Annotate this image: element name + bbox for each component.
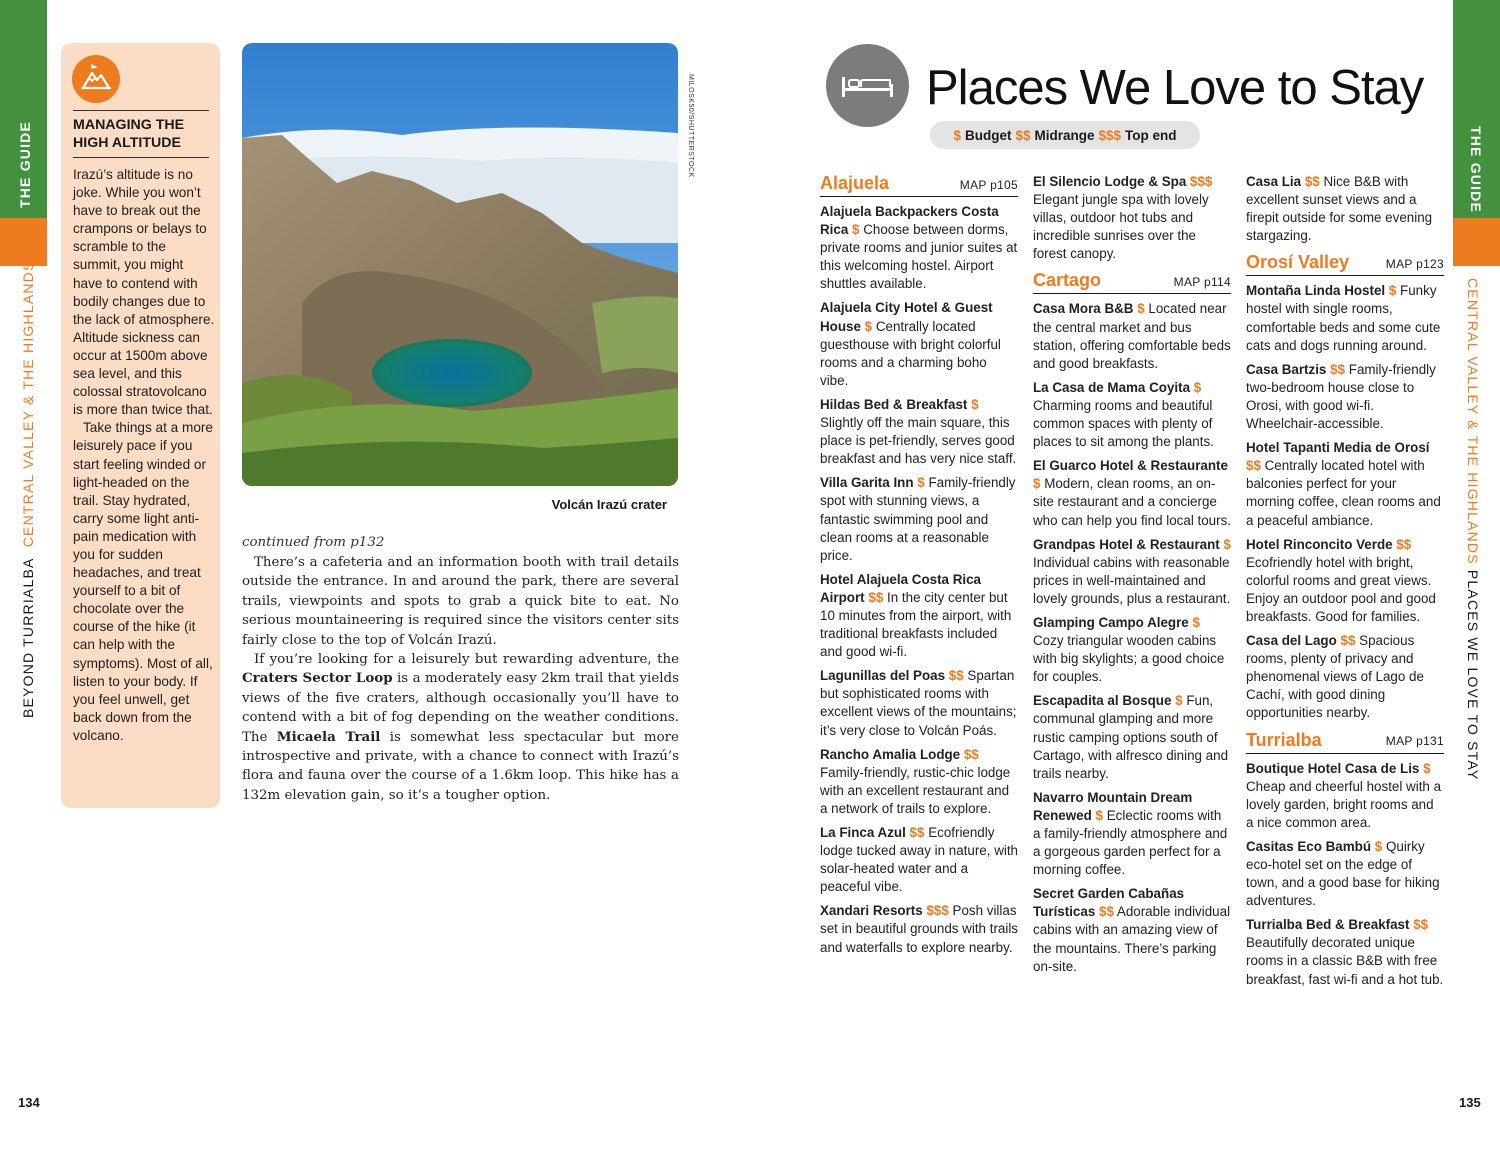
listing-desc: Individual cabins with reasonable prices in well-maintained and lovely grounds, plus a restaurant. bbox=[1033, 554, 1231, 606]
listing-desc: Ecofriendly lodge tucked away in nature, with solar-heated water and a peaceful vibe. bbox=[820, 825, 1019, 895]
legend-label-topend: Top end bbox=[1125, 127, 1177, 143]
listing-price: $ bbox=[852, 222, 860, 238]
listing-desc: Centrally located hotel with balconies perfect for your morning coffee, clean rooms and a peaceful ambiance. bbox=[1246, 458, 1441, 528]
listing-name: Casa Lia bbox=[1246, 174, 1302, 189]
listing-entry bbox=[1246, 536, 1444, 626]
listing-entry bbox=[1246, 361, 1444, 433]
listing-name: La Casa de Mama Coyita bbox=[1033, 379, 1191, 395]
photo-credit: MILOSK50/SHUTTERSTOCK bbox=[687, 74, 694, 178]
listing-group bbox=[1033, 300, 1231, 975]
listing-price: $ bbox=[1388, 283, 1397, 299]
listing-group bbox=[1246, 173, 1444, 245]
listing-name: Hotel Alajuela Costa Rica Airport bbox=[820, 571, 981, 605]
listing-group bbox=[820, 203, 1018, 957]
listing-desc: Eclectic rooms with a family-friendly atmosphere and a gorgeous garden perfect for a morning coffee. bbox=[1033, 807, 1228, 878]
listing-entry bbox=[820, 746, 1018, 818]
legend-sym-budget: $ bbox=[953, 127, 961, 143]
region-name: Orosí Valley bbox=[1246, 252, 1350, 273]
listing-name: Xandari Resorts bbox=[820, 903, 923, 919]
listing-name: El Guarco Hotel & Restaurante bbox=[1033, 458, 1228, 474]
listing-column-1 bbox=[820, 172, 1018, 963]
listing-entry bbox=[1033, 300, 1231, 372]
listing-price: $ bbox=[1223, 536, 1231, 552]
listing-desc: Spacious rooms, plenty of privacy and phenomenal views of Lago de Cachí, with good dining opportunities nearby. bbox=[1246, 633, 1424, 721]
listing-desc: In the city center but 10 minutes from the airport, with traditional breakfasts included and good wi-fi. bbox=[820, 589, 1012, 660]
listing-desc: Charming rooms and beautiful common spaces with plenty of places to sit among the plants. bbox=[1033, 397, 1214, 450]
crater-photo bbox=[242, 43, 678, 486]
article-text: is a moderately easy 2km trail that yields views of the five craters, although occasionally you’ll have to contend with a bit of fog depending on the weather conditions. The bbox=[242, 671, 679, 745]
listing-entry bbox=[820, 824, 1018, 896]
region-map-ref: MAP p123 bbox=[1385, 257, 1444, 272]
listing-name: Glamping Campo Alegre bbox=[1033, 614, 1189, 630]
listing-price: $$ bbox=[1099, 904, 1114, 920]
left-breadcrumb bbox=[20, 260, 36, 718]
photo-caption: Volcán Irazú crater bbox=[551, 497, 667, 512]
listing-desc: Posh villas set in beautiful grounds with trails and waterfalls to explore nearby. bbox=[820, 903, 1018, 955]
listing-desc: Elegant jungle spa with lovely villas, outdoor hot tubs and incredible sunrises over the forest canopy. bbox=[1033, 192, 1209, 262]
article-text: If you’re looking for a leisurely but rewarding adventure, the bbox=[254, 652, 679, 668]
region-map-ref: MAP p114 bbox=[1173, 275, 1231, 290]
price-legend bbox=[930, 121, 1200, 149]
listing-name: Casa Mora B&B bbox=[1033, 301, 1134, 317]
listing-price: $ bbox=[864, 318, 873, 334]
listing-price: $$ bbox=[1246, 458, 1261, 474]
listing-entry bbox=[1033, 173, 1231, 263]
listing-price: $$ bbox=[963, 746, 979, 762]
listing-entry bbox=[1246, 282, 1444, 354]
listing-entry bbox=[1033, 789, 1231, 879]
listing-column-2 bbox=[1033, 173, 1231, 982]
listing-name: Villa Garita Inn bbox=[820, 475, 914, 491]
sidebar-heading: MANAGING THE HIGH ALTITUDE bbox=[73, 117, 185, 151]
region-header-cartago bbox=[1033, 269, 1231, 294]
listing-entry bbox=[1033, 379, 1231, 451]
listing-price: $$ bbox=[909, 825, 925, 840]
region-header-orosi bbox=[1246, 251, 1444, 276]
listing-desc: Family-friendly two-bedroom house close to Orosi, with good wi-fi. Wheelchair-accessible. bbox=[1246, 361, 1436, 432]
listing-entry bbox=[1246, 439, 1444, 529]
listing-price: $ bbox=[1033, 476, 1041, 492]
listing-entry bbox=[1033, 614, 1231, 686]
listing-price: $$$ bbox=[1190, 174, 1213, 189]
listing-name: El Silencio Lodge & Spa bbox=[1033, 174, 1187, 189]
listing-desc: Quirky eco-hotel set on the edge of town, and a good base for hiking adventures. bbox=[1246, 838, 1440, 909]
listing-entry bbox=[820, 902, 1018, 956]
right-tab-label: THE GUIDE bbox=[1468, 126, 1484, 214]
listing-price: $$ bbox=[1330, 361, 1346, 377]
right-breadcrumb bbox=[1465, 278, 1481, 780]
listing-entry bbox=[820, 474, 1018, 564]
listing-price: $ bbox=[1137, 301, 1145, 317]
article-para-1: There’s a cafeteria and an information booth with trail details outside the entrance. In and around the park, there are several trails, viewpoints and spots to grab a quick bite to eat. No serious mountaineering is required since the visitors center sits fairly close to the top of Volcán Irazú. bbox=[242, 555, 679, 648]
listing-name: Hotel Rinconcito Verde bbox=[1246, 536, 1393, 552]
listing-price: $$ bbox=[1304, 174, 1320, 189]
listing-group bbox=[1033, 173, 1231, 263]
listing-desc: Cozy triangular wooden cabins with big skylights; a good choice for couples. bbox=[1033, 633, 1225, 685]
region-name: Turrialba bbox=[1246, 729, 1322, 750]
listing-entry bbox=[1246, 760, 1444, 832]
listing-entry bbox=[820, 571, 1018, 661]
left-tab-orange bbox=[0, 218, 47, 266]
article-para-2 bbox=[242, 650, 679, 805]
sidebar-rule-top bbox=[73, 110, 209, 111]
listing-entry bbox=[1033, 457, 1231, 529]
listing-name: Boutique Hotel Casa de Lis bbox=[1246, 760, 1420, 776]
listing-name: Casitas Eco Bambú bbox=[1246, 838, 1372, 854]
listing-entry bbox=[1033, 692, 1231, 782]
listing-desc: Slightly off the main square, this place is pet-friendly, serves good breakfast and has very nice staff. bbox=[820, 415, 1017, 467]
bed-icon bbox=[826, 44, 909, 127]
listing-price: $ bbox=[1095, 807, 1103, 823]
listing-desc: Spartan but sophisticated rooms with excellent views of the mountains; it’s very close to Volcán Poás. bbox=[820, 668, 1017, 738]
listing-entry bbox=[820, 396, 1018, 468]
listing-entry bbox=[820, 667, 1018, 739]
region-name: Cartago bbox=[1033, 270, 1102, 291]
right-tab-orange bbox=[1453, 218, 1500, 266]
listing-entry bbox=[1033, 885, 1231, 975]
listing-price: $$ bbox=[948, 668, 964, 684]
sidebar-rule-bottom bbox=[73, 157, 209, 158]
listing-name: Alajuela City Hotel & Guest House bbox=[820, 300, 993, 334]
listing-name: Escapadita al Bosque bbox=[1033, 693, 1172, 709]
region-header-alajuela bbox=[820, 172, 1018, 197]
listing-name: Secret Garden Cabañas Turísticas bbox=[1033, 886, 1185, 920]
altitude-sidebar bbox=[61, 43, 220, 808]
sidebar-body bbox=[73, 166, 216, 745]
mountain-icon bbox=[72, 55, 120, 103]
listing-column-3 bbox=[1246, 173, 1444, 995]
listing-name: Navarro Mountain Dream Renewed bbox=[1033, 789, 1193, 823]
listing-desc: Fun, communal glamping and more rustic camping options south of Cartago, with alfresco dining and trails nearby. bbox=[1033, 693, 1229, 781]
listing-price: $ bbox=[1175, 693, 1183, 709]
listing-price: $$$ bbox=[926, 903, 949, 919]
listing-group bbox=[1246, 282, 1444, 722]
listing-name: Casa del Lago bbox=[1246, 633, 1337, 649]
listing-name: Alajuela Backpackers Costa Rica bbox=[820, 204, 999, 238]
craters-sector-loop: Craters Sector Loop bbox=[242, 670, 393, 687]
listing-name: Rancho Amalia Lodge bbox=[820, 746, 961, 762]
listing-group bbox=[1246, 760, 1444, 989]
listing-price: $ bbox=[917, 475, 925, 491]
listing-price: $$ bbox=[868, 589, 884, 605]
legend-label-midrange: Midrange bbox=[1034, 127, 1095, 143]
listing-entry bbox=[1033, 536, 1231, 608]
right-page-number: 135 bbox=[1459, 1095, 1481, 1110]
left-breadcrumb-secondary: BEYOND TURRIALBA bbox=[20, 557, 36, 718]
listing-price: $ bbox=[1192, 614, 1200, 630]
listing-name: Casa Bartzis bbox=[1246, 361, 1327, 377]
listing-desc: Cheap and cheerful hostel with a lovely garden, bright rooms and a nice common area. bbox=[1246, 778, 1442, 830]
listing-desc: Nice B&B with excellent sunset views and a firepit outside for some evening stargazing. bbox=[1246, 174, 1433, 244]
micaela-trail: Micaela Trail bbox=[276, 728, 381, 745]
listing-desc: Centrally located guesthouse with bright colorful rooms and a charming boho vibe. bbox=[820, 318, 1001, 388]
listing-entry bbox=[1246, 916, 1444, 988]
listing-price: $$ bbox=[1396, 536, 1412, 552]
continued-note: continued from p132 bbox=[242, 535, 385, 550]
listing-price: $$ bbox=[1413, 917, 1429, 933]
listing-name: Hildas Bed & Breakfast bbox=[820, 396, 968, 412]
article-body bbox=[242, 553, 679, 805]
listing-desc: Adorable individual cabins with an amazing view of the mountains. There’s parking on-site. bbox=[1033, 904, 1231, 974]
listing-name: Grandpas Hotel & Restaurant bbox=[1033, 536, 1220, 552]
listing-price: $ bbox=[1423, 760, 1431, 776]
listing-desc: Ecofriendly hotel with bright, colorful rooms and great views. Enjoy an outdoor pool and good breakfasts. Good for families. bbox=[1246, 554, 1436, 624]
listing-desc: Beautifully decorated unique rooms in a classic B&B with free breakfast, fast wi-fi and a hot tub. bbox=[1246, 935, 1444, 987]
listing-entry bbox=[1246, 838, 1444, 910]
listing-desc: Family-friendly, rustic-chic lodge with an excellent restaurant and a network of trails to explore. bbox=[820, 764, 1011, 816]
listing-price: $ bbox=[1193, 379, 1202, 395]
listing-desc: Family-friendly spot with stunning views, a fantastic swimming pool and clean rooms at a reasonable price. bbox=[820, 475, 1016, 563]
listing-price: $$ bbox=[1340, 633, 1356, 649]
legend-label-budget: Budget bbox=[964, 127, 1012, 143]
listing-name: Turrialba Bed & Breakfast bbox=[1246, 917, 1410, 933]
left-tab-label: THE GUIDE bbox=[17, 120, 33, 208]
region-map-ref: MAP p131 bbox=[1385, 734, 1444, 749]
listing-entry bbox=[1246, 632, 1444, 722]
region-header-turrialba bbox=[1246, 729, 1444, 754]
region-name: Alajuela bbox=[820, 173, 890, 193]
listing-desc: Choose between dorms, private rooms and junior suites at this welcoming hostel. Airport shuttles available. bbox=[820, 222, 1018, 292]
listing-desc: Modern, clean rooms, an on-site restaurant and a concierge who can help you find local tours. bbox=[1033, 476, 1232, 528]
left-breadcrumb-primary: CENTRAL VALLEY & THE HIGHLANDS bbox=[20, 260, 36, 548]
right-breadcrumb-primary: CENTRAL VALLEY & THE HIGHLANDS bbox=[1465, 278, 1481, 565]
right-breadcrumb-secondary: PLACES WE LOVE TO STAY bbox=[1465, 569, 1481, 781]
legend-sym-midrange: $$ bbox=[1015, 127, 1031, 143]
page-title: Places We Love to Stay bbox=[926, 61, 1424, 115]
region-map-ref: MAP p105 bbox=[959, 177, 1018, 192]
listing-entry bbox=[820, 203, 1018, 293]
listing-desc: Funky hostel with single rooms, comfortable beds and some cute cats and dogs running around. bbox=[1246, 283, 1441, 353]
sidebar-para-1: Irazú’s altitude is no joke. While you won’t have to break out the crampons or belays to scramble to the summit, you might have to contend with bodily changes due to the lack of atmosphere. Altitude sickness can occur at 1500m above sea level, and this colossal stratovolcano is more than twice that. bbox=[73, 167, 215, 418]
listing-price: $ bbox=[1374, 838, 1383, 854]
article-text: is somewhat less spectacular but more introspective and private, with a chance to connect with Irazú’s flora and fauna over the course of a 1.6km loop. This hike has a 132m elevation gain, so it’s a tougher option. bbox=[242, 729, 679, 803]
legend-sym-topend: $$$ bbox=[1098, 127, 1122, 143]
listing-name: La Finca Azul bbox=[820, 825, 906, 840]
left-page-number: 134 bbox=[18, 1095, 40, 1110]
listing-entry bbox=[1246, 173, 1444, 245]
listing-name: Lagunillas del Poas bbox=[820, 668, 946, 684]
listing-entry bbox=[820, 299, 1018, 389]
listing-price: $ bbox=[971, 396, 979, 412]
sidebar-para-2: Take things at a more leisurely pace if you start feeling winded or light-headed on the trail. Stay hydrated, carry some light anti-pain medication with you for sudden headaches, and treat yourself to a bit of chocolate over the course of the hike (it can help with the symptoms). Most of all, listen to your body. If you feel unwell, get back down from the volcano. bbox=[73, 420, 213, 743]
listing-desc: Located near the central market and bus station, offering comfortable beds and good breakfasts. bbox=[1033, 301, 1231, 371]
listing-name: Montaña Linda Hostel bbox=[1246, 283, 1386, 299]
listing-name: Hotel Tapanti Media de Orosí bbox=[1246, 440, 1430, 456]
